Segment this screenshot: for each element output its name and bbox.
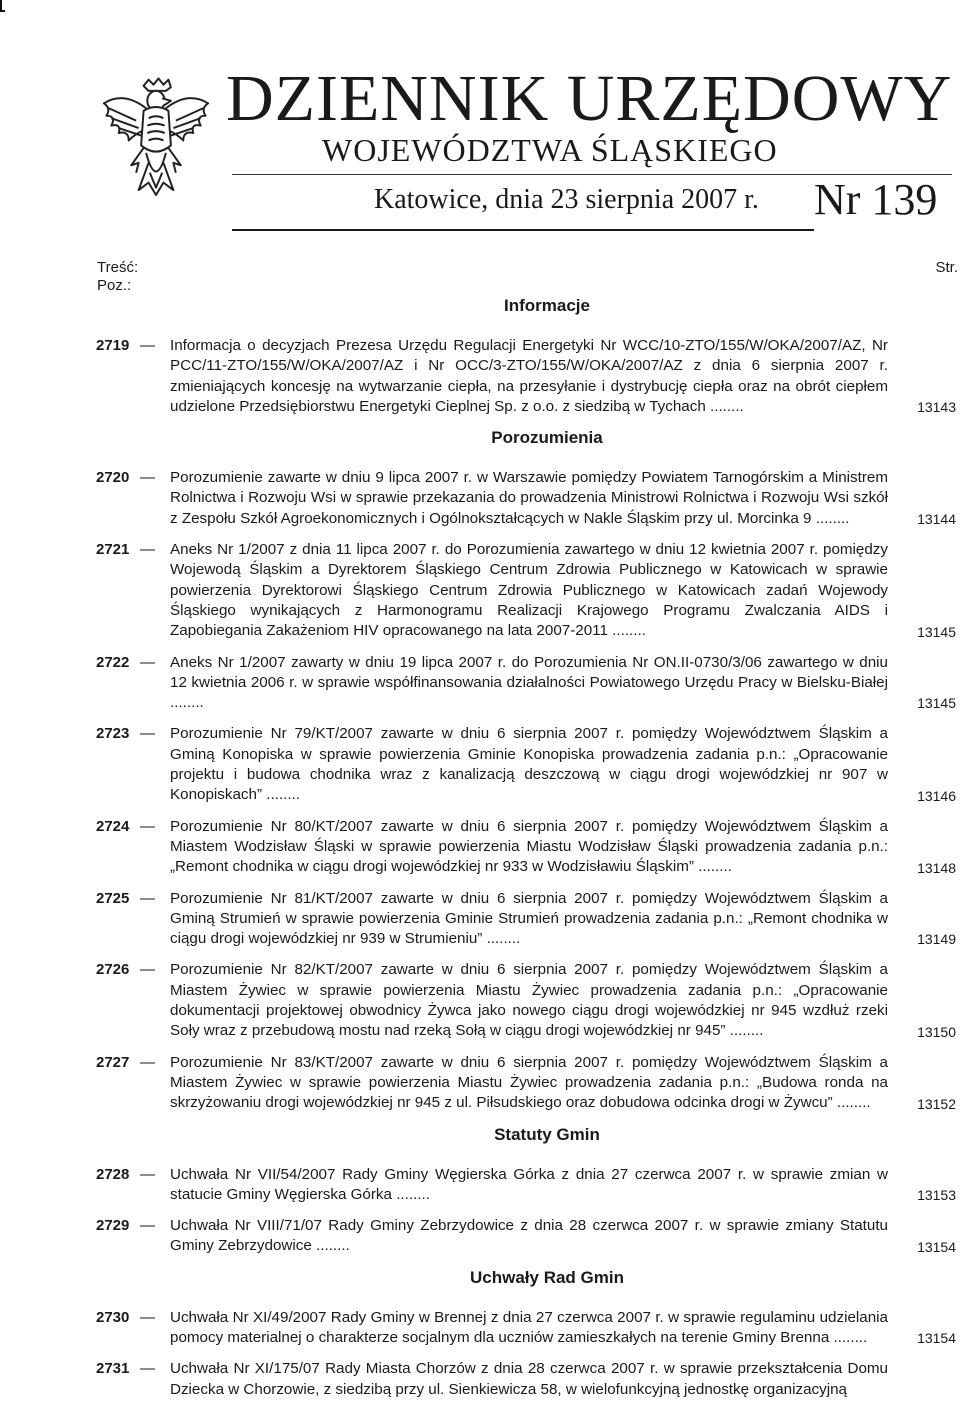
entry-position-number: 2728 [96,1165,130,1183]
entry-title-block [170,468,888,529]
toc-entry[interactable] [96,1359,958,1400]
entry-dash: — [140,817,155,835]
entry-dash: — [140,1308,155,1326]
entry-page-number: 13146 [917,787,956,804]
entry-leader-dots: ........ [170,694,204,712]
entry-leader-dots: ........ [262,786,301,804]
section-heading: Uchwały Rad Gmin [470,1267,624,1287]
entry-dash: — [140,725,155,743]
toc-entry[interactable] [96,889,958,950]
corner-crop-mark [0,0,5,12]
page-column-label: Str. [935,259,958,276]
entry-page-number: 13153 [917,1187,956,1204]
section-heading: Statuty Gmin [494,1124,600,1144]
entry-leader-dots: ........ [607,622,646,640]
entry-title-block [170,336,888,417]
entry-position-number: 2723 [96,725,130,743]
masthead-title: DZIENNIK URZĘDOWY [226,62,953,135]
entry-dash: — [140,1360,155,1378]
entry-dash: — [140,889,155,907]
entry-dash: — [140,1217,155,1235]
entry-title: Porozumienie Nr 83/KT/2007 zawarte w dniu 6 sierpnia 2007 r. pomiędzy Województwem Śląskim a Miastem Żywiec w sprawie powierzenia Miastu Żywiec prowadzenia zadania p.n.: „Budowa ronda na skrzyżowaniu drogi wojewódzkiej nr 945 z ul. Piłsudskiego oraz dobudowa odcinka drogi w Żywcu” [170,1053,888,1112]
toc-entry[interactable] [96,1165,958,1206]
entry-title-block [170,1053,888,1114]
entry-position-number: 2727 [96,1053,130,1071]
entry-dash: — [140,961,155,979]
entry-title-block [170,1308,888,1349]
entry-title: Uchwała Nr VII/54/2007 Rady Gminy Węgierska Górka z dnia 27 czerwca 2007 r. w sprawie zmian w statucie Gminy Węgierska Górka [170,1165,888,1203]
entry-title-block [170,889,888,950]
entry-title-block [170,1165,888,1206]
entry-position-number: 2729 [96,1217,130,1235]
entry-leader-dots: ........ [311,1237,350,1255]
masthead-subtitle: WOJEWÓDZTWA ŚLĄSKIEGO [322,132,778,168]
entry-page-number: 13143 [917,399,956,416]
entry-position-number: 2731 [96,1360,130,1378]
section-heading: Informacje [504,296,590,315]
entry-leader-dots: ........ [811,509,850,527]
toc-entry[interactable] [96,540,958,641]
entry-position-number: 2719 [96,337,130,354]
entry-leader-dots: ........ [725,1022,764,1040]
entry-title-block [170,1216,888,1257]
entry-dash: — [140,1165,155,1183]
entry-title: Porozumienie Nr 81/KT/2007 zawarte w dniu 6 sierpnia 2007 r. pomiędzy Województwem Śląskim a Gminą Strumień w sprawie powierzenia Gminie Strumień prowadzenia zadania p.n.: „Remont chodnika w ciągu drogi wojewódzkiej nr 939 w Strumieniu” [170,889,888,948]
section-heading: Porozumienia [491,428,603,448]
entry-position-number: 2726 [96,961,130,979]
toc-entry[interactable] [96,468,958,529]
toc-entry[interactable] [96,1053,958,1114]
entry-position-number: 2720 [96,469,130,487]
toc-entry[interactable] [96,817,958,878]
entry-title-block [170,540,888,641]
entry-page-number: 13149 [917,931,956,948]
entry-leader-dots: ........ [832,1094,871,1112]
entry-page-number: 13150 [917,1023,956,1040]
entry-dash: — [140,541,155,559]
issue-number: Nr 139 [814,175,938,224]
entry-title-block [170,817,888,878]
entry-title: Uchwała Nr XI/49/2007 Rady Gminy w Brennej z dnia 27 czerwca 2007 r. w sprawie regulaminu udzielania pomocy materialnej o charakterze socjalnym dla uczniów zamieszkałych na terenie Gminy Brenna [170,1308,888,1346]
entry-position-number: 2725 [96,889,130,907]
entry-title: Informacja o decyzjach Prezesa Urzędu Regulacji Energetyki Nr WCC/10-ZTO/155/W/OKA/2007/AZ, Nr PCC/11-ZTO/155/W/OKA/2007/AZ i Nr OCC/3-ZTO/155/W/OKA/2007/AZ z dnia 6 sierpnia 2007 r. zmieniających koncesję na wytwarzanie ciepła, na przesyłanie i dystrybucję ciepła oraz na obrót ciepłem udzielone Przedsiębiorstwu Energetyki Cieplnej Sp. z o.o. z siedzibą w Tychach [170,337,888,415]
entry-title: Aneks Nr 1/2007 z dnia 11 lipca 2007 r. do Porozumienia zawartego w dniu 12 kwietnia 2007 r. pomiędzy Wojewodą Śląskim a Dyrektorem Śląskiego Centrum Zdrowia Publicznego w Katowicach w sprawie powierzenia Dyrektorowi Śląskiego Centrum Zdrowia Publicznego w Katowicach zadań Wojewody Śląskiego wynikających z Harmonogramu Realizacji Krajowego Programu Zwalczania AIDS i Zapobiegania Zakażeniom HIV opracowanego na lata 2007-2011 [170,541,888,640]
entry-page-number: 13154 [917,1238,956,1255]
issue-date-place: Katowice, dnia 23 sierpnia 2007 r. [374,184,759,215]
entry-title: Porozumienie Nr 82/KT/2007 zawarte w dniu 6 sierpnia 2007 r. pomiędzy Województwem Śląskim a Miastem Żywiec w sprawie powierzenia Miastu Żywiec prowadzenia zadania p.n.: „Opracowanie dokumentacji projektowej obwodnicy Żywca jako nowego ciągu drogi wojewódzkiej nr 945 wzdłuż rzeki Soły wraz z przebudową mostu nad rzeką Sołą w ciągu drogi wojewódzkiej nr 945” [170,961,888,1040]
masthead-rule-thick [232,229,814,231]
entry-dash: — [140,469,155,487]
contents-label: Treść: [97,259,139,276]
entry-title-block [170,653,888,714]
entry-title: Aneks Nr 1/2007 zawarty w dniu 19 lipca 2007 r. do Porozumienia Nr ON.II-0730/3/06 zawartego w dniu 12 kwietnia 2006 r. w sprawie współfinansowania działalności Powiatowego Urzędu Pracy w Bielsku-Białej [170,653,888,691]
entry-title-block [170,724,888,805]
entry-page-number: 13145 [917,623,956,640]
position-column-label: Poz.: [97,277,132,294]
entry-page-number: 13144 [917,511,956,528]
entry-page-number: 13145 [917,695,956,712]
entry-title-block [170,1359,888,1400]
entry-page-number: 13148 [917,859,956,876]
toc-entry[interactable] [96,960,958,1041]
entry-leader-dots: ........ [391,1185,430,1203]
entry-title-block [170,960,888,1041]
entry-leader-dots: ........ [829,1328,868,1346]
toc-entry[interactable] [96,1308,958,1349]
entry-dash: — [140,337,155,354]
entry-dash: — [140,1053,155,1071]
toc-entry[interactable] [96,1216,958,1257]
entry-title: Uchwała Nr XI/175/07 Rady Miasta Chorzów z dnia 28 czerwca 2007 r. w sprawie przekształcenia Domu Dziecka w Chorzowie, z siedzibą przy ul. Sienkiewicza 58, w wielofunkcyjną jednostkę organizacyjną [170,1360,888,1398]
entry-position-number: 2730 [96,1308,130,1326]
entry-leader-dots: ........ [482,930,521,948]
entry-title: Uchwała Nr VIII/71/07 Rady Gminy Zebrzydowice z dnia 28 czerwca 2007 r. w sprawie zmiany Statutu Gminy Zebrzydowice [170,1217,888,1255]
entry-position-number: 2724 [96,817,130,835]
toc-entry[interactable] [96,724,958,805]
entry-title: Porozumienie Nr 79/KT/2007 zawarte w dniu 6 sierpnia 2007 r. pomiędzy Województwem Śląskim a Gminą Konopiska w sprawie powierzenia Gminie Konopiska prowadzenia zadania p.n.: „Opracowanie projektu i budowa chodnika wraz z kanalizacją deszczową w ciągu drogi wojewódzkiej nr 907 w Konopiskach” [170,725,888,804]
entry-title: Porozumienie zawarte w dniu 9 lipca 2007 r. w Warszawie pomiędzy Powiatem Tarnogórskim a Ministrem Rolnictwa i Rozwoju Wsi w sprawie przekazania do prowadzenia Ministrowi Rolnictwa i Rozwoju Wsi szkół z Zespołu Szkół Agroekonomicznych i Ogólnokształcących w Nakle Śląskim przy ul. Morcinka 9 [170,469,888,527]
entry-dash: — [140,653,155,671]
entry-page-number: 13152 [917,1095,956,1112]
entry-leader-dots: ........ [693,858,732,876]
entry-leader-dots: ........ [705,397,744,415]
eagle-emblem-icon [94,76,218,200]
toc-entry[interactable] [96,653,958,714]
toc-entry[interactable] [96,336,958,417]
entry-title: Porozumienie Nr 80/KT/2007 zawarte w dniu 6 sierpnia 2007 r. pomiędzy Województwem Śląskim a Miastem Wodzisław Śląski w sprawie powierzenia Miastu Wodzisław Śląski prowadzenia zadania p.n.: „Remont chodnika w ciągu drogi wojewódzkiej nr 933 w Wodzisławiu Śląskim” [170,817,888,876]
entry-position-number: 2722 [96,653,130,671]
table-of-contents [96,288,958,1411]
entry-position-number: 2721 [96,541,130,559]
entry-page-number: 13154 [917,1330,956,1347]
